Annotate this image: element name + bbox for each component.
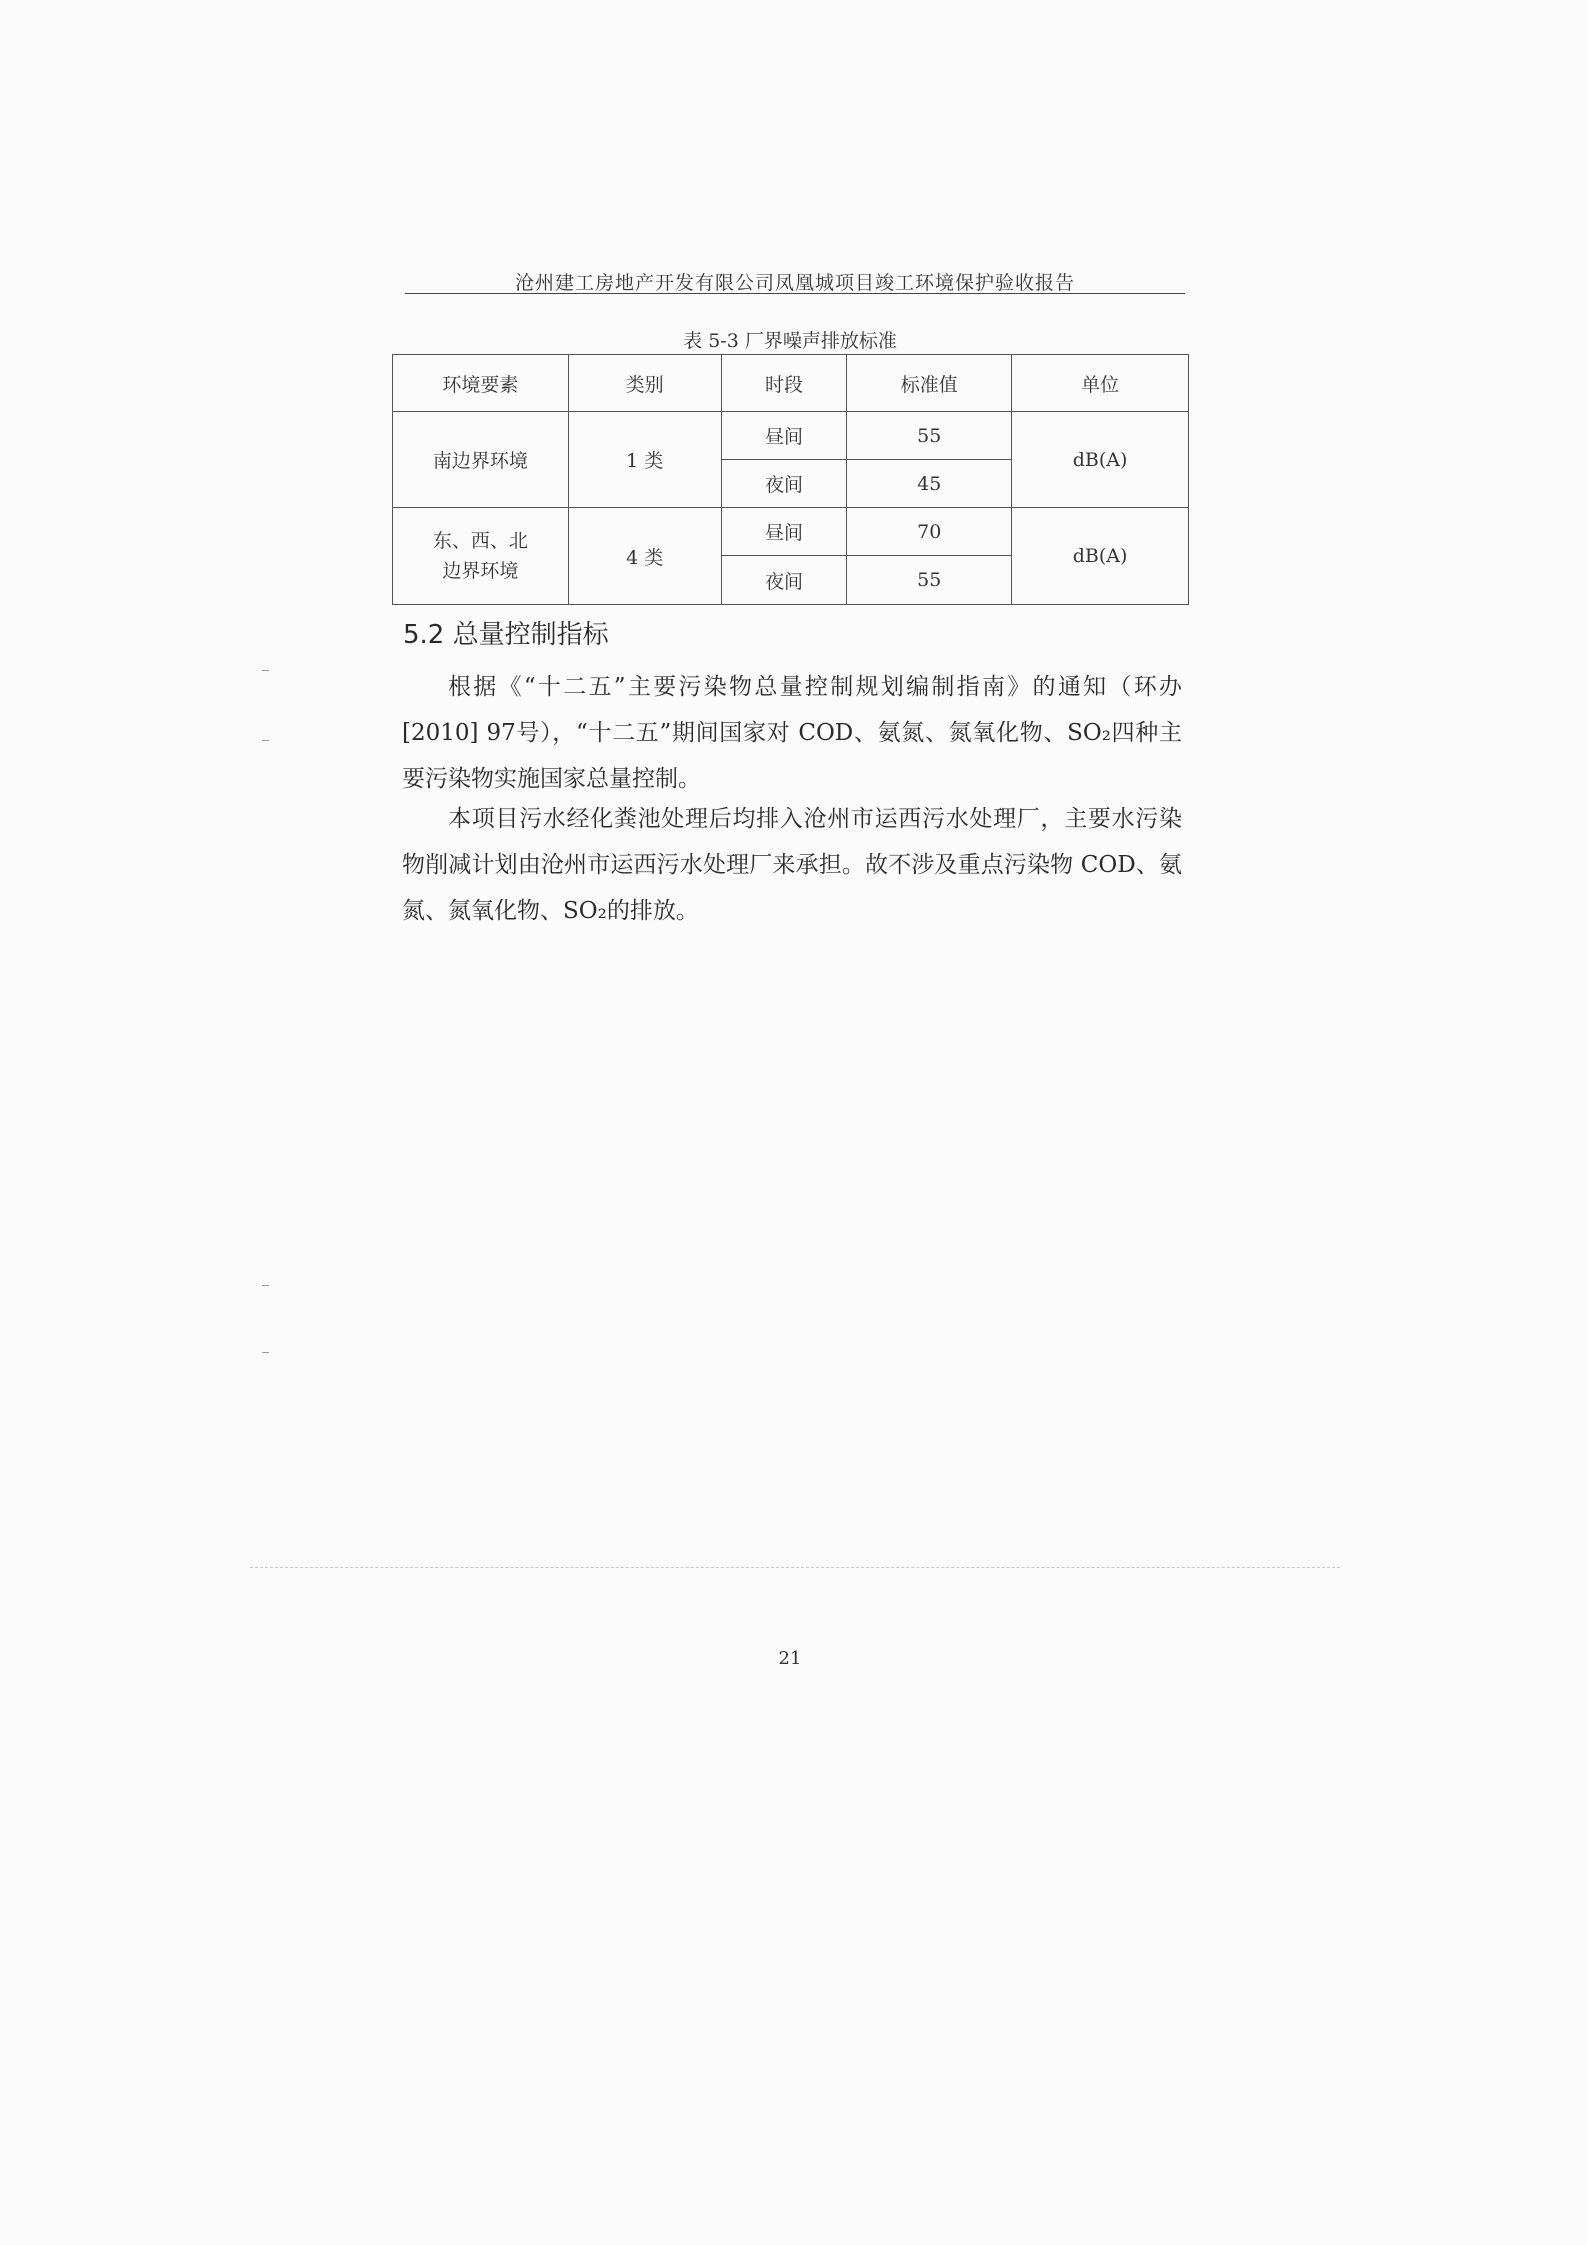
table-header-row (393, 355, 1189, 412)
body-paragraph-1: 根据《“十二五”主要污染物总量控制规划编制指南》的通知（环办[2010] 97号），“十二五”期间国家对 COD、氨氮、氮氧化物、SO₂四种主要污染物实施国家总量控制。 (402, 674, 1182, 792)
category-cell-4: 4 类 (568, 508, 721, 605)
header-rule (405, 293, 1185, 294)
header-cell-category: 类别 (568, 355, 721, 412)
period-cell: 昼间 (721, 412, 847, 460)
page-number: 21 (778, 1648, 802, 1669)
body-paragraph-2: 本项目污水经化粪池处理后均排入沧州市运西污水处理厂，主要水污染物削减计划由沧州市运西污水处理厂来承担。故不涉及重点污染物 COD、氨氮、氮氧化物、SO₂的排放。 (402, 806, 1182, 924)
table-row (393, 412, 1189, 460)
footer-rule (250, 1567, 1340, 1568)
unit-cell: dB(A) (1012, 508, 1189, 605)
element-cell-south: 南边界环境 (393, 412, 569, 508)
header-cell-period: 时段 (721, 355, 847, 412)
scan-mark (262, 1285, 269, 1286)
period-cell: 昼间 (721, 508, 847, 556)
element-line-1: 东、西、北 (432, 530, 528, 552)
noise-standards-table (392, 354, 1189, 605)
table-caption: 表 5-3 厂界噪声排放标准 (683, 330, 897, 352)
scan-mark (262, 740, 269, 741)
value-cell: 45 (847, 460, 1012, 508)
period-cell: 夜间 (721, 556, 847, 605)
page-header-title: 沧州建工房地产开发有限公司凤凰城项目竣工环境保护验收报告 (514, 272, 1075, 294)
header-cell-value: 标准值 (847, 355, 1012, 412)
element-line-2: 边界环境 (442, 560, 519, 582)
scan-mark (262, 1352, 269, 1353)
scan-mark (262, 670, 269, 671)
table-row (393, 508, 1189, 556)
period-cell: 夜间 (721, 460, 847, 508)
section-title: 5.2 总量控制指标 (403, 620, 609, 650)
value-cell: 55 (847, 412, 1012, 460)
element-cell-east-west-north (393, 508, 569, 605)
header-cell-element: 环境要素 (393, 355, 569, 412)
unit-cell: dB(A) (1012, 412, 1189, 508)
header-cell-unit: 单位 (1012, 355, 1189, 412)
value-cell: 70 (847, 508, 1012, 556)
value-cell: 55 (847, 556, 1012, 605)
category-cell-1: 1 类 (568, 412, 721, 508)
